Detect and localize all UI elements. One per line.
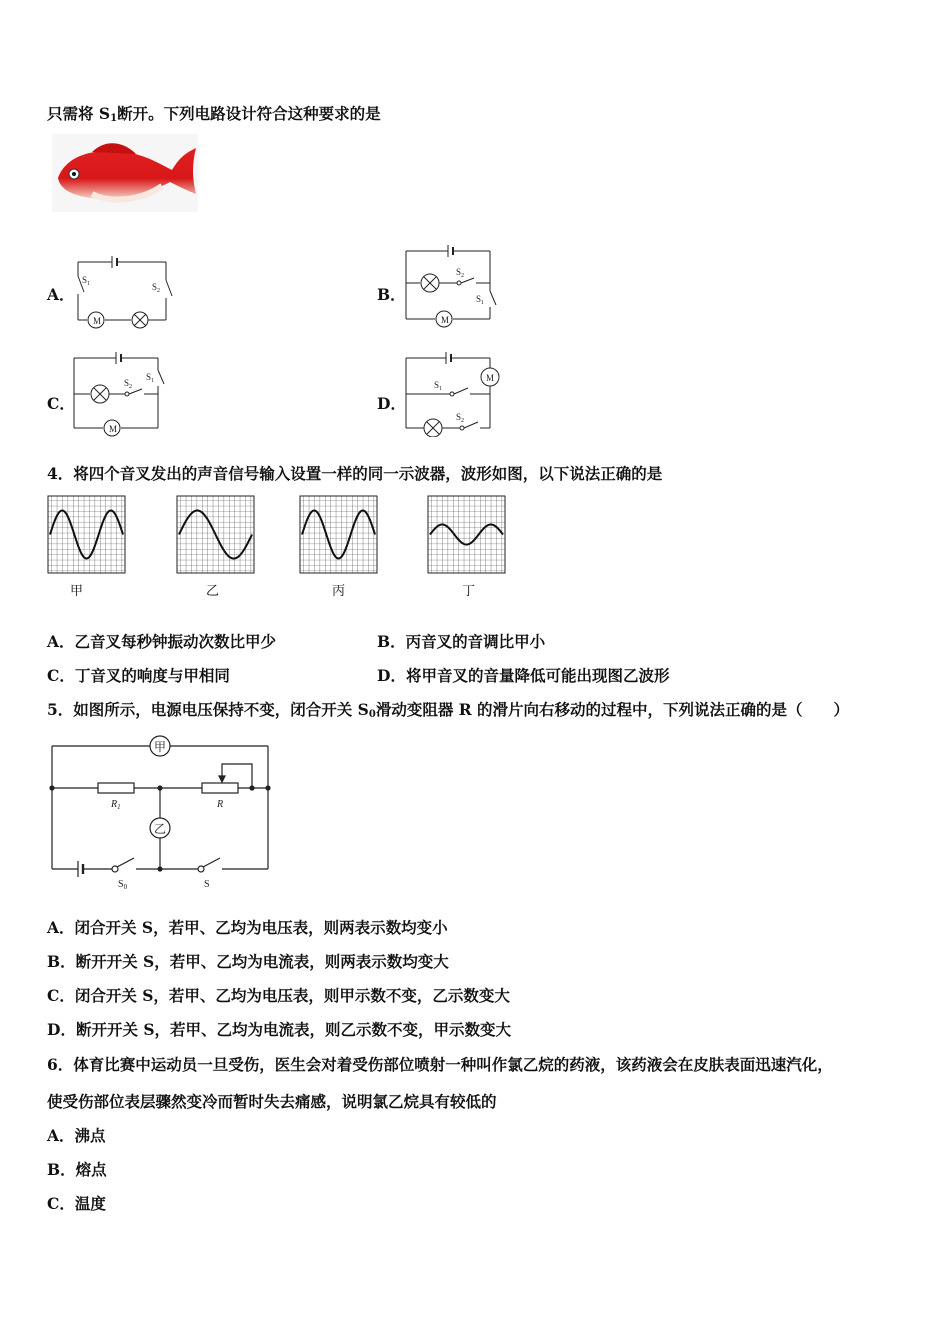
q5-option-b[interactable]: B．断开开关 S，若甲、乙均为电流表，则两表示数均变大 [47,952,449,971]
circuit-d-diagram [402,352,512,437]
q5-option-c[interactable]: C．闭合开关 S，若甲、乙均为电压表，则甲示数不变，乙示数变大 [47,986,510,1005]
circuit-b-diagram [402,245,502,330]
svg-text:S: S [204,879,210,890]
circuit-a-diagram [70,250,180,330]
waveform-yi [177,496,254,573]
q4-option-a[interactable]: A．乙音叉每秒钟振动次数比甲少 [47,632,277,651]
waveform-label-bing: 丙 [332,584,346,599]
waveform-label-ding: 丁 [462,584,476,599]
waveform-ding [428,496,505,573]
q4-stem: 4．将四个音叉发出的声音信号输入设置一样的同一示波器，波形如图，以下说法正确的是 [47,464,663,483]
q4-option-c[interactable]: C．丁音叉的响度与甲相同 [47,666,230,685]
svg-text:S2: $S_2$ [456,267,465,279]
svg-text:M: M [93,316,102,326]
svg-text:乙: 乙 [154,822,167,836]
waveform-bing [300,496,377,573]
svg-text:S1: $S_1$ [146,372,155,384]
q5-option-d[interactable]: D．断开开关 S，若甲、乙均为电流表，则乙示数不变，甲示数变大 [47,1020,512,1039]
svg-text:S2: $S_2$ [152,282,161,294]
q3-option-d-label: D． [377,394,406,413]
svg-text:S2: $S_2$ [456,412,465,424]
oscilloscope-waveforms [46,495,516,577]
q4-option-b[interactable]: B．丙音叉的音调比甲小 [377,632,546,651]
q3-option-c-label: C． [47,394,75,413]
svg-text:S1: $S_1$ [476,294,485,306]
svg-text:S0: $S_0$ [118,879,128,891]
waveform-label-yi: 乙 [206,584,220,599]
q3-option-a-label: A． [47,285,75,304]
svg-text:S1: $S_1$ [434,380,443,392]
q6-option-a[interactable]: A．沸点 [47,1126,106,1145]
q6-stem-line1: 6．体育比赛中运动员一旦受伤，医生会对着受伤部位喷射一种叫作氯乙烷的药液，该药液会在皮肤表面迅速汽化， [47,1055,833,1074]
svg-text:M: M [486,373,495,383]
waveform-label-jia: 甲 [70,584,84,599]
svg-text:R1: $R_1$ [111,799,121,811]
svg-text:S1: $S_1$ [82,275,91,287]
q6-option-b[interactable]: B．熔点 [47,1160,107,1179]
q6-option-c[interactable]: C．温度 [47,1194,106,1213]
q3-option-b-label: B． [377,285,406,304]
q6-stem-line2: 使受伤部位表层骤然变冷而暂时失去痛感，说明氯乙烷具有较低的 [47,1092,497,1111]
svg-text:S2: $S_2$ [124,378,133,390]
q3-stem: 只需将 $S_1$断开。下列电路设计符合这种要求的是 [47,104,381,124]
q5-circuit-diagram [46,732,278,892]
svg-text:甲: 甲 [154,740,167,754]
svg-text:M: M [109,424,118,434]
svg-text:R: R [217,799,224,810]
svg-text:M: M [441,315,450,325]
waveform-jia [48,496,125,573]
q4-option-d[interactable]: D．将甲音叉的音量降低可能出现图乙波形 [377,666,670,685]
q5-stem: 5．如图所示，电源电压保持不变，闭合开关 $S_0$滑动变阻器 R 的滑片向右移动的过程中，下列说法正确的是（ ） [47,700,850,720]
q5-option-a[interactable]: A．闭合开关 S，若甲、乙均为电压表，则两表示数均变小 [47,918,448,937]
circuit-c-diagram [70,352,170,437]
fish-toy-image [52,134,198,212]
